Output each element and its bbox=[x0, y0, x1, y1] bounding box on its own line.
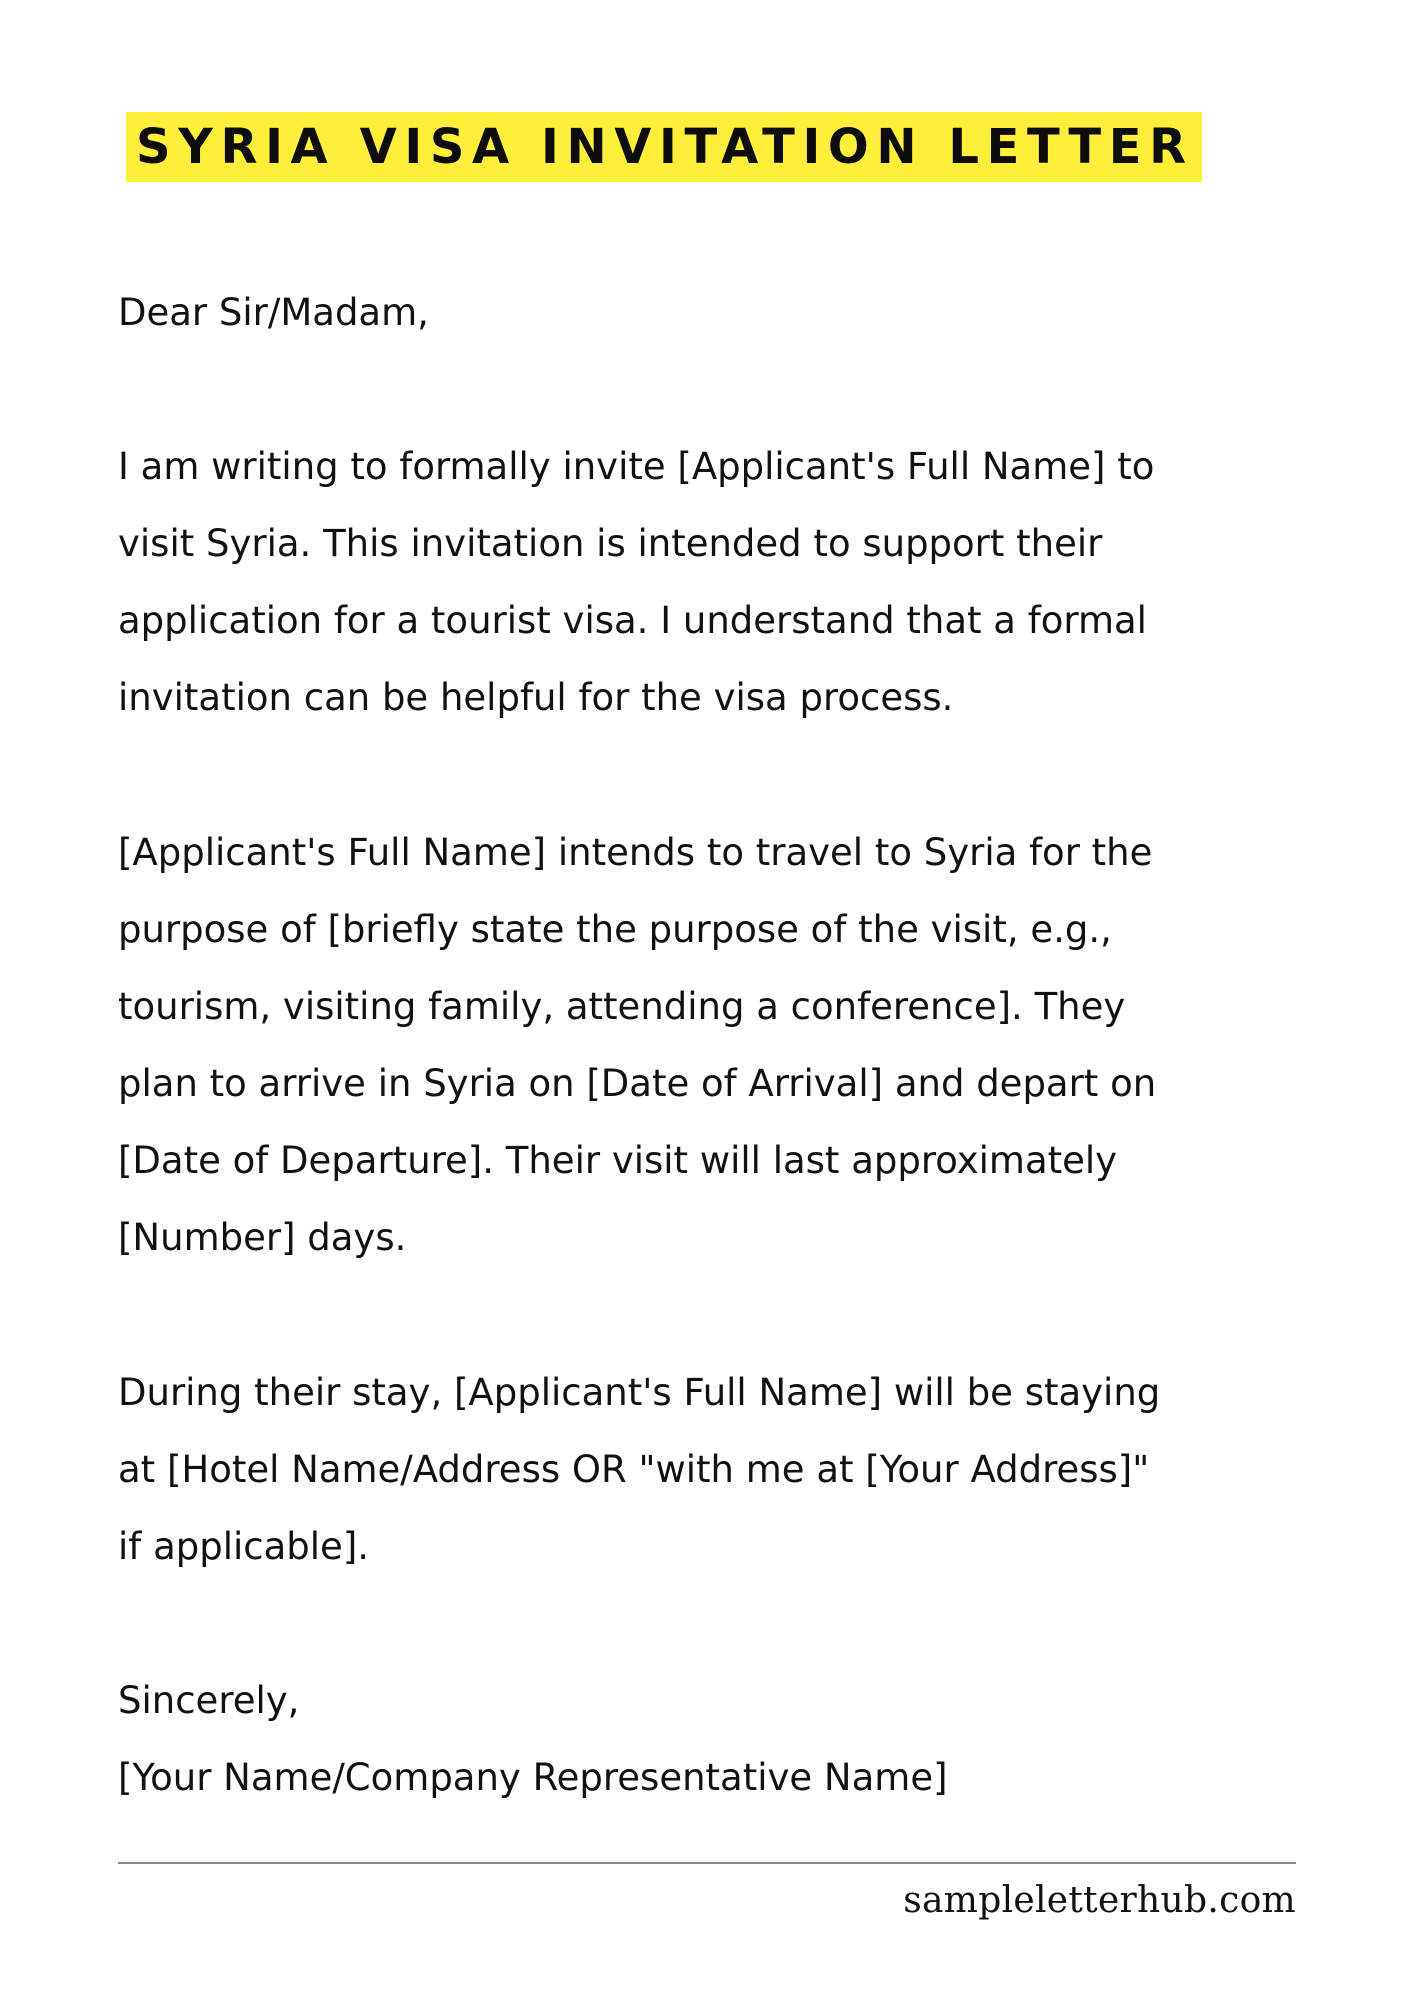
signoff: Sincerely, bbox=[118, 1679, 300, 1722]
letter-title: SYRIA VISA INVITATION LETTER bbox=[136, 119, 1194, 175]
salutation-line: Dear Sir/Madam, bbox=[118, 291, 429, 334]
paragraph-line: visit Syria. This invitation is intended to support their bbox=[118, 522, 1103, 565]
closing-block bbox=[118, 1662, 1358, 1816]
paragraph-line: invitation can be helpful for the visa process. bbox=[118, 676, 954, 719]
footer-divider bbox=[118, 1862, 1296, 1864]
paragraph-invitation bbox=[118, 428, 1358, 736]
title-highlight bbox=[126, 112, 1202, 182]
footer-site-name: sampleletterhub.com bbox=[903, 1880, 1296, 1921]
salutation bbox=[118, 274, 1358, 351]
paragraph-line: During their stay, [Applicant's Full Name] will be staying bbox=[118, 1371, 1161, 1414]
paragraph-line: plan to arrive in Syria on [Date of Arrival] and depart on bbox=[118, 1062, 1157, 1105]
paragraph-line: [Number] days. bbox=[118, 1216, 407, 1259]
paragraph-line: application for a tourist visa. I understand that a formal bbox=[118, 599, 1147, 642]
paragraph-line: if applicable]. bbox=[118, 1525, 370, 1568]
signer-name: [Your Name/Company Representative Name] bbox=[118, 1756, 948, 1799]
paragraph-travel-details bbox=[118, 814, 1358, 1276]
paragraph-line: I am writing to formally invite [Applicant's Full Name] to bbox=[118, 445, 1155, 488]
paragraph-accommodation bbox=[118, 1354, 1358, 1585]
paragraph-line: purpose of [briefly state the purpose of the visit, e.g., bbox=[118, 908, 1112, 951]
paragraph-line: [Applicant's Full Name] intends to travel to Syria for the bbox=[118, 831, 1153, 874]
paragraph-line: [Date of Departure]. Their visit will last approximately bbox=[118, 1139, 1118, 1182]
paragraph-line: tourism, visiting family, attending a conference]. They bbox=[118, 985, 1126, 1028]
paragraph-line: at [Hotel Name/Address OR "with me at [Your Address]" bbox=[118, 1448, 1150, 1491]
